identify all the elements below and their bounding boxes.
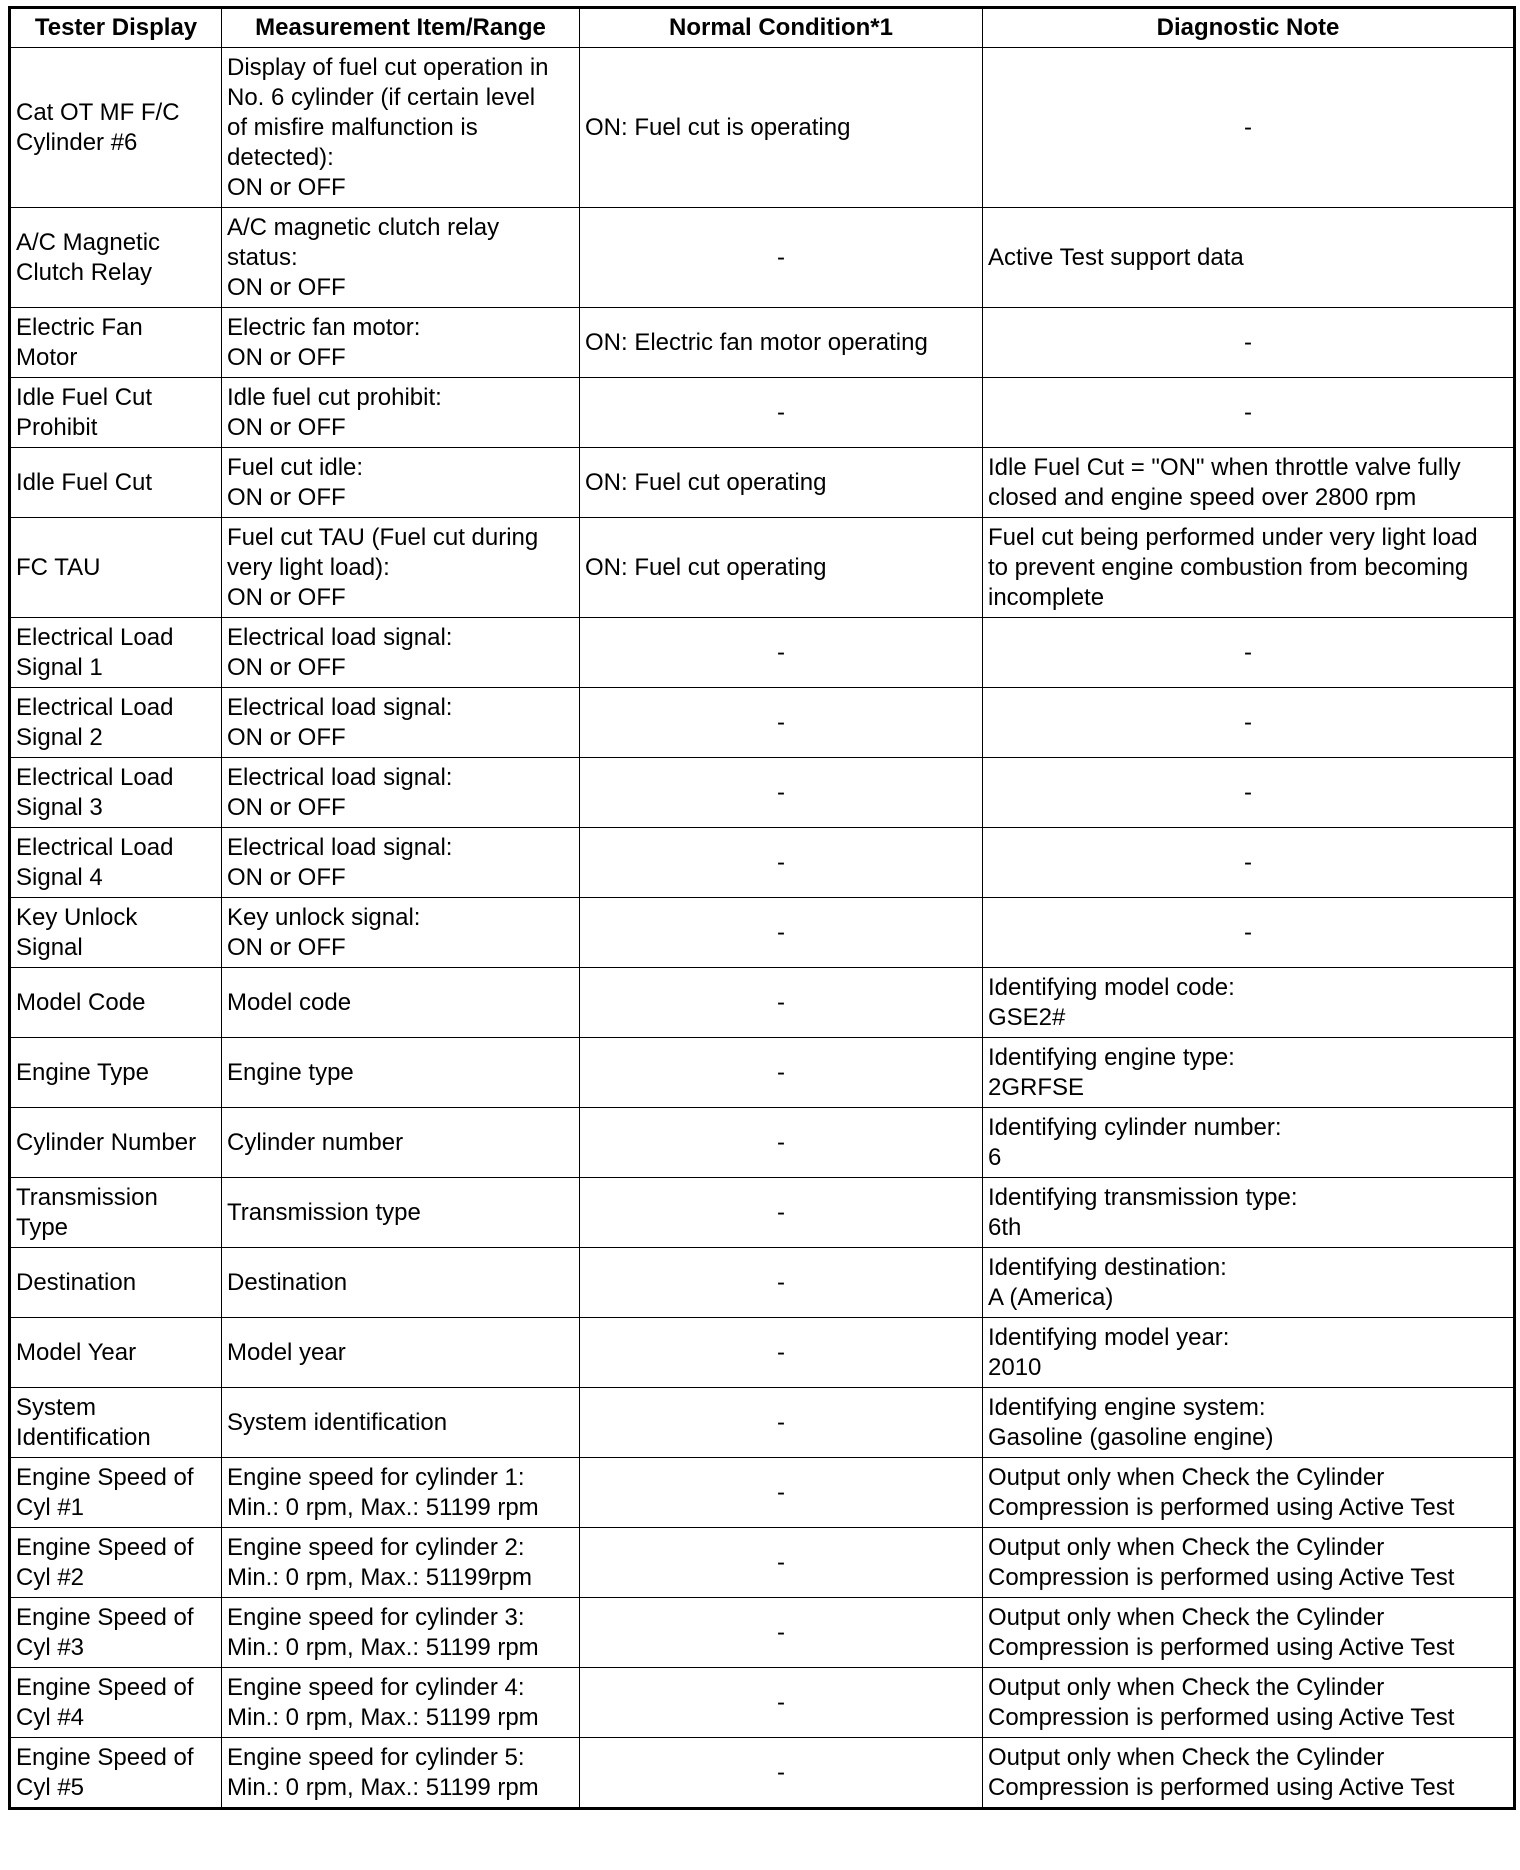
cell-normal-condition: - — [580, 688, 983, 758]
cell-diagnostic-note: Identifying engine system: Gasoline (gasoline engine) — [983, 1388, 1515, 1458]
cell-normal-condition: - — [580, 1178, 983, 1248]
cell-measurement: Cylinder number — [222, 1108, 580, 1178]
cell-normal-condition: - — [580, 758, 983, 828]
cell-tester-display: Electrical Load Signal 4 — [10, 828, 222, 898]
table-row — [10, 448, 1515, 518]
cell-measurement: Fuel cut TAU (Fuel cut during very light load): ON or OFF — [222, 518, 580, 618]
cell-diagnostic-note: - — [983, 48, 1515, 208]
table-row — [10, 1108, 1515, 1178]
cell-tester-display: Model Code — [10, 968, 222, 1038]
cell-measurement: Transmission type — [222, 1178, 580, 1248]
cell-normal-condition: ON: Electric fan motor operating — [580, 308, 983, 378]
cell-tester-display: Key Unlock Signal — [10, 898, 222, 968]
cell-normal-condition: - — [580, 208, 983, 308]
cell-diagnostic-note: Identifying cylinder number: 6 — [983, 1108, 1515, 1178]
cell-measurement: Engine speed for cylinder 2: Min.: 0 rpm, Max.: 51199rpm — [222, 1528, 580, 1598]
cell-normal-condition: - — [580, 1108, 983, 1178]
cell-measurement: Electrical load signal: ON or OFF — [222, 618, 580, 688]
cell-normal-condition: ON: Fuel cut operating — [580, 448, 983, 518]
cell-measurement: Destination — [222, 1248, 580, 1318]
table-row — [10, 1178, 1515, 1248]
cell-diagnostic-note: Identifying destination: A (America) — [983, 1248, 1515, 1318]
cell-diagnostic-note: Identifying engine type: 2GRFSE — [983, 1038, 1515, 1108]
table-row — [10, 1738, 1515, 1809]
cell-tester-display: A/C Magnetic Clutch Relay — [10, 208, 222, 308]
cell-diagnostic-note: Output only when Check the Cylinder Compression is performed using Active Test — [983, 1528, 1515, 1598]
header-tester-display: Tester Display — [10, 8, 222, 48]
cell-measurement: Electric fan motor: ON or OFF — [222, 308, 580, 378]
cell-measurement: Electrical load signal: ON or OFF — [222, 688, 580, 758]
cell-measurement: Engine speed for cylinder 1: Min.: 0 rpm, Max.: 51199 rpm — [222, 1458, 580, 1528]
cell-measurement: Engine speed for cylinder 4: Min.: 0 rpm, Max.: 51199 rpm — [222, 1668, 580, 1738]
cell-tester-display: Electric Fan Motor — [10, 308, 222, 378]
cell-tester-display: Engine Speed of Cyl #3 — [10, 1598, 222, 1668]
cell-measurement: System identification — [222, 1388, 580, 1458]
cell-measurement: Key unlock signal: ON or OFF — [222, 898, 580, 968]
table-row — [10, 968, 1515, 1038]
cell-diagnostic-note: Output only when Check the Cylinder Compression is performed using Active Test — [983, 1598, 1515, 1668]
cell-normal-condition: - — [580, 828, 983, 898]
cell-tester-display: Cylinder Number — [10, 1108, 222, 1178]
cell-measurement: Electrical load signal: ON or OFF — [222, 758, 580, 828]
cell-measurement: Model code — [222, 968, 580, 1038]
table-row — [10, 308, 1515, 378]
cell-diagnostic-note: - — [983, 308, 1515, 378]
table-row — [10, 1528, 1515, 1598]
cell-tester-display: Idle Fuel Cut — [10, 448, 222, 518]
cell-diagnostic-note: Output only when Check the Cylinder Compression is performed using Active Test — [983, 1458, 1515, 1528]
cell-diagnostic-note: - — [983, 758, 1515, 828]
cell-normal-condition: - — [580, 1668, 983, 1738]
cell-normal-condition: - — [580, 1598, 983, 1668]
tester-data-table — [8, 6, 1516, 1810]
cell-tester-display: Model Year — [10, 1318, 222, 1388]
cell-measurement: Fuel cut idle: ON or OFF — [222, 448, 580, 518]
cell-tester-display: Electrical Load Signal 1 — [10, 618, 222, 688]
cell-diagnostic-note: Output only when Check the Cylinder Compression is performed using Active Test — [983, 1668, 1515, 1738]
cell-measurement: Engine type — [222, 1038, 580, 1108]
cell-diagnostic-note: - — [983, 898, 1515, 968]
table-row — [10, 1038, 1515, 1108]
cell-measurement: Model year — [222, 1318, 580, 1388]
header-diagnostic-note: Diagnostic Note — [983, 8, 1515, 48]
table-row — [10, 758, 1515, 828]
cell-tester-display: Electrical Load Signal 2 — [10, 688, 222, 758]
cell-normal-condition: - — [580, 1528, 983, 1598]
cell-tester-display: Engine Type — [10, 1038, 222, 1108]
cell-normal-condition: - — [580, 618, 983, 688]
header-normal-condition: Normal Condition*1 — [580, 8, 983, 48]
cell-diagnostic-note: Identifying model code: GSE2# — [983, 968, 1515, 1038]
header-measurement-item: Measurement Item/Range — [222, 8, 580, 48]
table-row — [10, 618, 1515, 688]
table-row — [10, 48, 1515, 208]
cell-diagnostic-note: Identifying transmission type: 6th — [983, 1178, 1515, 1248]
cell-diagnostic-note: Output only when Check the Cylinder Compression is performed using Active Test — [983, 1738, 1515, 1809]
cell-diagnostic-note: - — [983, 378, 1515, 448]
cell-tester-display: Cat OT MF F/C Cylinder #6 — [10, 48, 222, 208]
cell-measurement: A/C magnetic clutch relay status: ON or OFF — [222, 208, 580, 308]
cell-tester-display: Destination — [10, 1248, 222, 1318]
cell-measurement: Display of fuel cut operation in No. 6 cylinder (if certain level of misfire malfunction is detected): ON or OFF — [222, 48, 580, 208]
cell-measurement: Idle fuel cut prohibit: ON or OFF — [222, 378, 580, 448]
cell-measurement: Engine speed for cylinder 3: Min.: 0 rpm, Max.: 51199 rpm — [222, 1598, 580, 1668]
cell-tester-display: Engine Speed of Cyl #2 — [10, 1528, 222, 1598]
table-row — [10, 828, 1515, 898]
cell-tester-display: Engine Speed of Cyl #4 — [10, 1668, 222, 1738]
cell-measurement: Electrical load signal: ON or OFF — [222, 828, 580, 898]
cell-diagnostic-note: - — [983, 618, 1515, 688]
table-row — [10, 378, 1515, 448]
cell-normal-condition: - — [580, 968, 983, 1038]
cell-diagnostic-note: Fuel cut being performed under very light load to prevent engine combustion from becoming incomplete — [983, 518, 1515, 618]
cell-tester-display: Engine Speed of Cyl #1 — [10, 1458, 222, 1528]
cell-tester-display: System Identification — [10, 1388, 222, 1458]
table-row — [10, 688, 1515, 758]
cell-tester-display: Electrical Load Signal 3 — [10, 758, 222, 828]
cell-normal-condition: - — [580, 1248, 983, 1318]
cell-normal-condition: - — [580, 1038, 983, 1108]
cell-tester-display: Transmission Type — [10, 1178, 222, 1248]
table-row — [10, 208, 1515, 308]
cell-diagnostic-note: - — [983, 828, 1515, 898]
table-row — [10, 518, 1515, 618]
cell-normal-condition: - — [580, 378, 983, 448]
table-row — [10, 1318, 1515, 1388]
cell-tester-display: FC TAU — [10, 518, 222, 618]
cell-diagnostic-note: Active Test support data — [983, 208, 1515, 308]
table-header-row — [10, 8, 1515, 48]
table-row — [10, 1458, 1515, 1528]
table-row — [10, 898, 1515, 968]
cell-tester-display: Engine Speed of Cyl #5 — [10, 1738, 222, 1809]
cell-normal-condition: - — [580, 1458, 983, 1528]
cell-measurement: Engine speed for cylinder 5: Min.: 0 rpm, Max.: 51199 rpm — [222, 1738, 580, 1809]
cell-diagnostic-note: Idle Fuel Cut = "ON" when throttle valve fully closed and engine speed over 2800 rpm — [983, 448, 1515, 518]
cell-normal-condition: - — [580, 1388, 983, 1458]
cell-normal-condition: - — [580, 1738, 983, 1809]
cell-normal-condition: - — [580, 1318, 983, 1388]
table-row — [10, 1598, 1515, 1668]
cell-tester-display: Idle Fuel Cut Prohibit — [10, 378, 222, 448]
cell-normal-condition: - — [580, 898, 983, 968]
cell-diagnostic-note: Identifying model year: 2010 — [983, 1318, 1515, 1388]
table-row — [10, 1668, 1515, 1738]
cell-normal-condition: ON: Fuel cut is operating — [580, 48, 983, 208]
cell-normal-condition: ON: Fuel cut operating — [580, 518, 983, 618]
table-row — [10, 1248, 1515, 1318]
table-row — [10, 1388, 1515, 1458]
cell-diagnostic-note: - — [983, 688, 1515, 758]
